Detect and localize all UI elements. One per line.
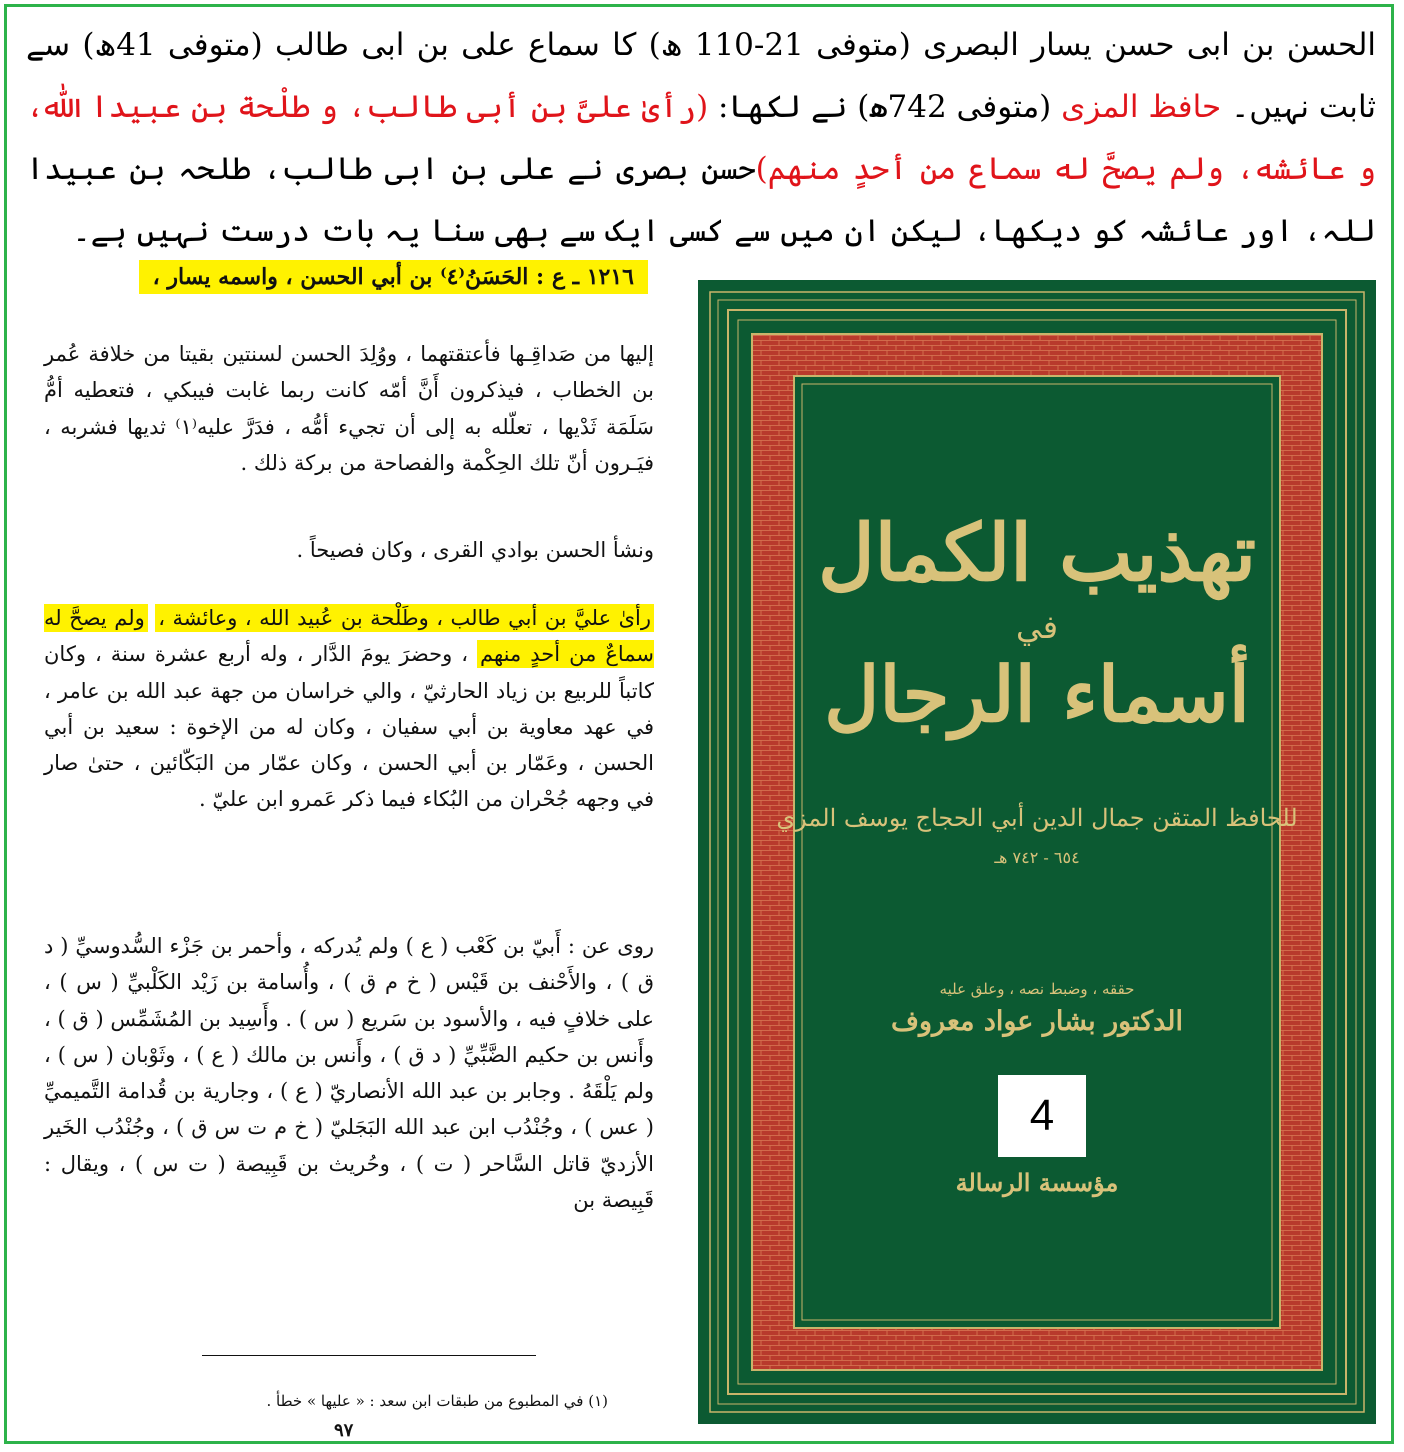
header-arabic-quote: (رأیٰ علیَّ بن أبی طالب، و طلْحة بن عبیدا اللّٰه، و عائشه، ولم یصحَّ له سماع من أحدٍ منهم): [26, 89, 1376, 187]
book-author: للحافظ المتقن جمال الدين أبي الحجاج يوسف المزي: [776, 804, 1298, 832]
book-dates: ٦٥٤ - ٧٤٢ هـ: [994, 848, 1080, 867]
header-line3: نے علی بن ابی طالب، طلحہ بن عبیدا للہ، اور عائشہ کو دیکھا، لیکن ان میں سے کسی ایک سے بھی سنا یہ بات درست نہیں ہے۔: [26, 151, 1376, 249]
header-line2-label: لکھا:: [708, 89, 802, 125]
book-cover: [698, 280, 1376, 1424]
book-title-line1: تهذيب الكمال: [817, 508, 1257, 599]
entry-heading: ١٢١٦ ـ ع : الحَسَنُ⁽٤⁾ بن أبي الحسن ، واسمه يسار ،: [139, 260, 648, 294]
urdu-header: [26, 14, 1376, 262]
footnote: (١) في المطبوع من طبقات ابن سعد : « عليها » خطأ .: [266, 1392, 608, 1410]
paragraph-4: روى عن : أَبيّ بن كَعْب ( ع ) ولم يُدركه ، وأحمر بن جَزْء السُّدوسيِّ ( د ق ) ، والأَحْنف بن قَيْس ( خ م ق ) ، وأُسامة بن زَيْد الكَلْبيِّ ( س ) ، على خلافٍ فيه ، والأسود بن سَريع ( س ) . وأَسِيد بن المُشَمِّس ( ق ) ، وأَنس بن حكيم الضَّبِّيِّ ( د ق ) ، وأَنس بن مالك ( ع ) ، وثَوْبان ( س ) ، ولم يَلْقَهُ . وجابر بن عبد الله الأنصاريّ ( ع ) ، وجارية بن قُدامة التَّميميِّ ( عس ) ، وجُنْدُب ابن عبد الله البَجَليّ ( خ م ت س ق ) ، وجُنْدُب الخَير الأزديّ قاتل السَّاحر ( ت ) ، وحُريث بن قَبِيصة ( ت س ) ، ويقال : قَبِيصة بن: [44, 934, 654, 1213]
header-line1-name: حافظ المزی: [1061, 89, 1222, 125]
footnote-rule: [202, 1355, 536, 1356]
paragraph-3-rest: ، وحضرَ يومَ الدَّار ، وله أربع عشرة سنة ، وكان كاتباً للربيع بن زياد الحارثيّ ، والي خراسان من جهة عبد الله بن عامر ، في عهد معاوية بن أبي سفيان ، وكان له من الإخوة : سعيد بن أبي الحسن ، وعَمّار بن أبي الحسن ، وكان عمّار من البَكّائين ، حتىٰ صار في وجهه جُحْران من البُكاء فيما ذكر عَمرو ابن عليّ .: [44, 642, 654, 812]
header-line1-end: (متوفی 742ھ) نے: [811, 89, 1062, 125]
header-line1-text: الحسن بن ابی حسن یسار البصری (متوفی 21-110 ھ) کا سماع علی بن ابی طالب (متوفی 41ھ) سے ثابت نہیں۔: [26, 27, 1377, 125]
scanned-page: [26, 252, 668, 1441]
book-title-line2: في: [1016, 608, 1058, 646]
book-editor-note: حققه ، وضبط نصه ، وعلق عليه: [939, 980, 1135, 998]
book-editor: الدكتور بشار عواد معروف: [891, 1006, 1183, 1037]
highlight-saw: رأىٰ عليَّ بن أبي طالب ، وطَلْحة بن عُبيد الله ، وعائشة ،: [155, 604, 654, 632]
paragraph-3: [44, 600, 654, 818]
header-line2-end: حسن بصری: [616, 151, 756, 187]
highlight-no-hearing: ولم يصحَّ له سماعٌ من أحدٍ منهم: [44, 606, 654, 667]
volume-label: 4: [998, 1075, 1086, 1157]
paragraph-1: إليها من صَداقِـها فأعتقتهما ، ووُلِدَ الحسن لسنتين بقيتا من خلافة عُمر بن الخطاب ، فيذكرون أَنَّ أمّه كانت ربما غابت فيبكي ، فتعطيه أمُّ سَلَمَة ثَدْيها ، تعلّله به إلى أن تجيء أمُّه ، فدَرَّ عليه⁽١⁾ ثديها فشربه ، فيَـرون أنّ تلك الحِكْمة والفصاحة من بركة ذلك .: [44, 342, 655, 475]
book-publisher: مؤسسة الرسالة: [955, 1168, 1119, 1197]
paragraph-2: ونشأ الحسن بوادي القرى ، وكان فصيحاً .: [296, 538, 654, 562]
book-title-line3: أسماء الرجال: [824, 650, 1250, 739]
page-number: ٩٧: [334, 1420, 354, 1441]
